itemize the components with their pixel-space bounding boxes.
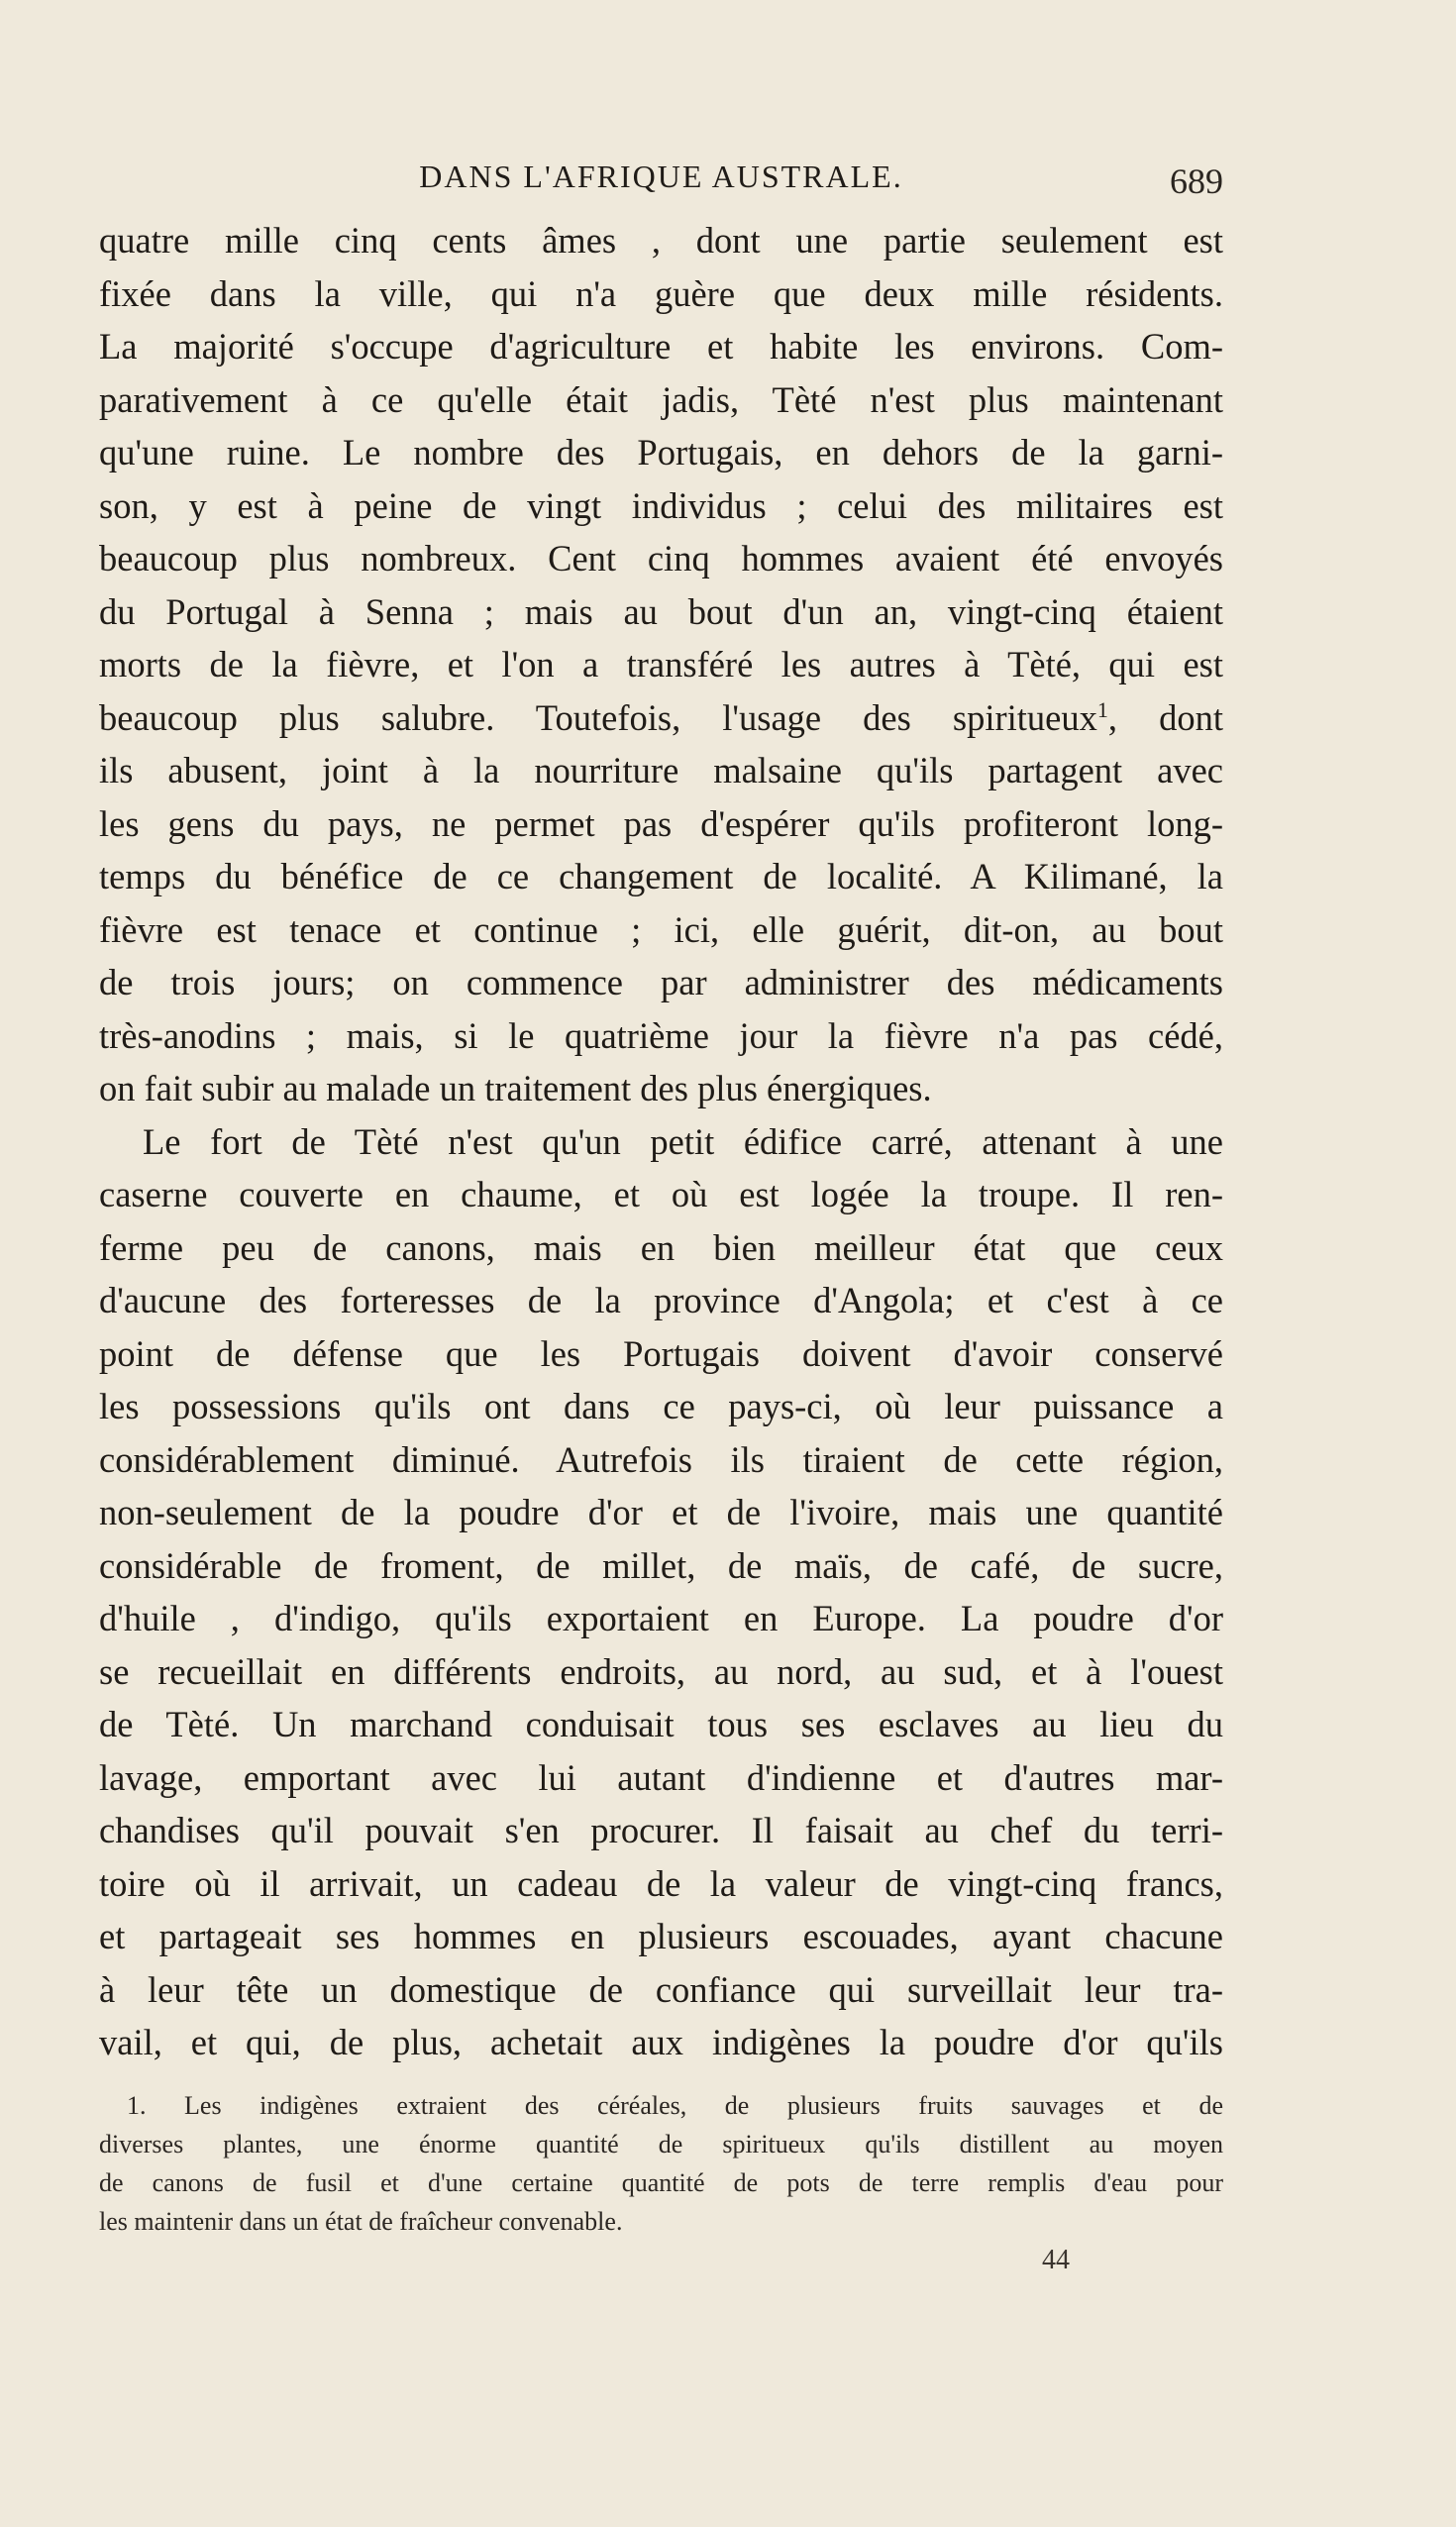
footnotes — [99, 2086, 1223, 2241]
text-line: La majorité s'occupe d'agriculture et habite les environs. Com- — [99, 326, 1223, 367]
text-line: les possessions qu'ils ont dans ce pays-ci, où leur puissance a — [99, 1386, 1223, 1426]
text-line: son, y est à peine de vingt individus ; celui des militaires est — [99, 484, 1223, 526]
text-line: se recueillait en différents endroits, au nord, au sud, et à l'ouest — [99, 1650, 1223, 1692]
text-line: considérablement diminué. Autrefois ils tiraient de cette région, — [99, 1438, 1223, 1480]
text-line-segment: , dont — [1107, 696, 1223, 738]
footnote-line: 1. Les indigènes extraient des céréales, de plusieurs fruits sauvages et de — [127, 2091, 1223, 2120]
running-title: DANS L'AFRIQUE AUSTRALE. — [419, 158, 903, 194]
text-line: beaucoup plus nombreux. Cent cinq hommes avaient été envoyés — [99, 538, 1223, 579]
text-line: qu'une ruine. Le nombre des Portugais, en dehors de la garni- — [99, 432, 1223, 473]
text-line: point de défense que les Portugais doivent d'avoir conservé — [99, 1332, 1223, 1374]
text-line: de trois jours; on commence par administrer des médicaments — [99, 962, 1223, 1002]
text-line: morts de la fièvre, et l'on a transféré les autres à Tèté, qui est — [99, 644, 1223, 684]
footnote-marker: 1 — [1096, 696, 1108, 722]
text-line: fixée dans la ville, qui n'a guère que deux mille résidents. — [99, 272, 1223, 314]
text-line: vail, et qui, de plus, achetait aux indigènes la poudre d'or qu'ils — [99, 2022, 1223, 2062]
footnote-line: de canons de fusil et d'une certaine quantité de pots de terre remplis d'eau pour — [99, 2168, 1223, 2197]
text-line — [99, 691, 1223, 745]
text-line: ferme peu de canons, mais en bien meilleur état que ceux — [99, 1226, 1223, 1268]
text-line: chandises qu'il pouvait s'en procurer. Il faisait au chef du terri- — [99, 1810, 1223, 1850]
text-line-segment: beaucoup plus salubre. Toutefois, l'usage des spiritueux — [99, 696, 1097, 738]
text-line: du Portugal à Senna ; mais au bout d'un an, vingt-cinq étaient — [99, 590, 1223, 632]
text-line: caserne couverte en chaume, et où est logée la troupe. Il ren- — [99, 1174, 1223, 1214]
text-line: à leur tête un domestique de confiance qui surveillait leur tra- — [99, 1968, 1223, 2010]
text-line: de Tèté. Un marchand conduisait tous ses esclaves au lieu du — [99, 1704, 1223, 1744]
footnote-line: les maintenir dans un état de fraîcheur convenable. — [99, 2207, 623, 2236]
main-text — [99, 214, 1223, 2069]
text-line: Le fort de Tèté n'est qu'un petit édifice carré, attenant à une — [143, 1120, 1223, 1162]
text-line: lavage, emportant avec lui autant d'indienne et d'autres mar- — [99, 1756, 1223, 1798]
running-head — [99, 149, 1223, 208]
text-line: d'aucune des forteresses de la province d'Angola; et c'est à ce — [99, 1280, 1223, 1320]
text-line: considérable de froment, de millet, de maïs, de café, de sucre, — [99, 1544, 1223, 1586]
text-line: fièvre est tenace et continue ; ici, elle guérit, dit-on, au bout — [99, 908, 1223, 950]
footnote-line: diverses plantes, une énorme quantité de spiritueux qu'ils distillent au moyen — [99, 2130, 1223, 2158]
text-line: très-anodins ; mais, si le quatrième jour la fièvre n'a pas cédé, — [99, 1014, 1223, 1056]
text-line: temps du bénéfice de ce changement de localité. A Kilimané, la — [99, 856, 1223, 896]
text-line: et partageait ses hommes en plusieurs escouades, ayant chacune — [99, 1916, 1223, 1956]
text-line: parativement à ce qu'elle était jadis, Tèté n'est plus maintenant — [99, 378, 1223, 420]
signature-mark: 44 — [1042, 2245, 1070, 2275]
text-line: non-seulement de la poudre d'or et de l'ivoire, mais une quantité — [99, 1492, 1223, 1532]
text-line: d'huile , d'indigo, qu'ils exportaient en Europe. La poudre d'or — [99, 1598, 1223, 1638]
text-line: ils abusent, joint à la nourriture malsaine qu'ils partagent avec — [99, 750, 1223, 790]
text-line: les gens du pays, ne permet pas d'espérer qu'ils profiteront long- — [99, 802, 1223, 844]
text-line: on fait subir au malade un traitement des plus énergiques. — [99, 1068, 932, 1108]
text-line: toire où il arrivait, un cadeau de la valeur de vingt-cinq francs, — [99, 1862, 1223, 1904]
page-number: 689 — [1170, 161, 1223, 201]
text-line: quatre mille cinq cents âmes , dont une partie seulement est — [99, 220, 1223, 261]
